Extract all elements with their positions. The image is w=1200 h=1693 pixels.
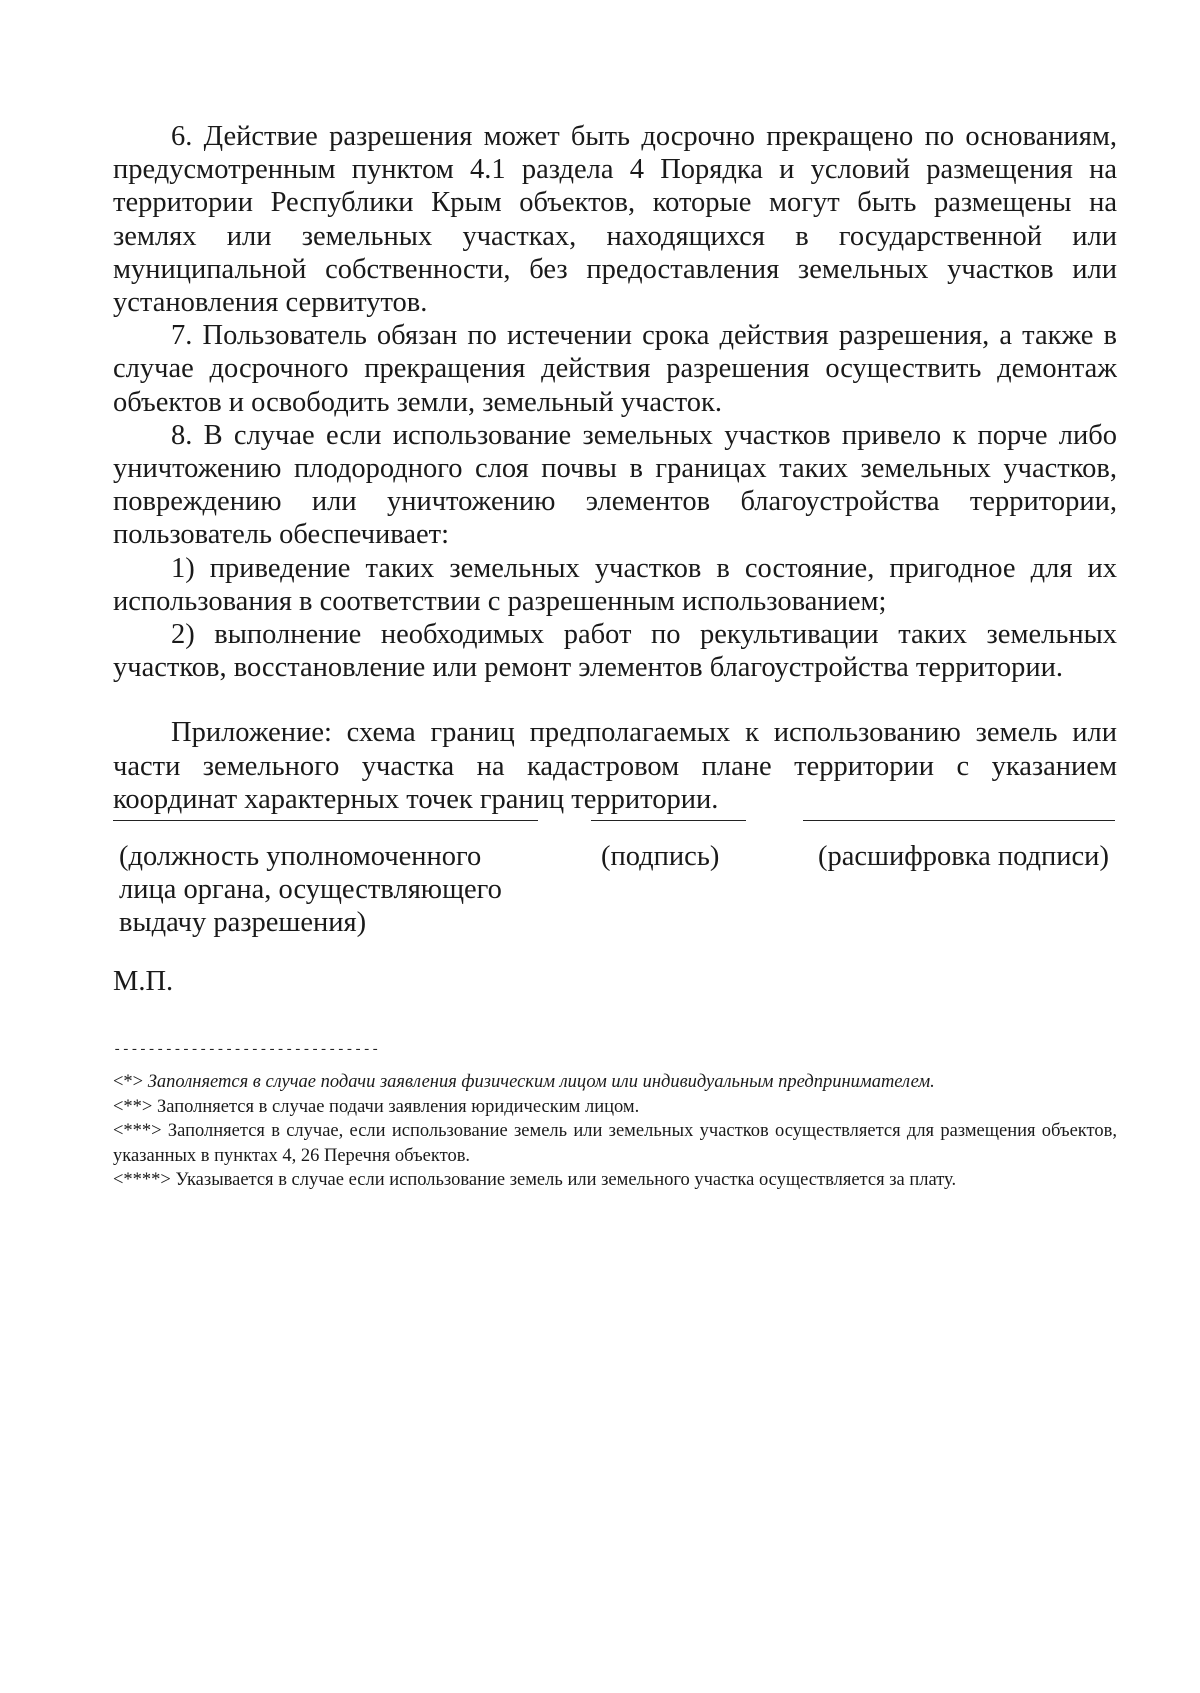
stamp-place-label: М.П. [113,966,174,997]
paragraph-7: 7. Пользователь обязан по истечении срока действия разрешения, а также в случае досрочного прекращения действия разрешения осуществить демонтаж объектов и освободить земли, земельный участок. [113,320,1117,418]
footnote-separator: ------------------------------- [113,1042,380,1058]
footnotes [113,1070,1117,1193]
paragraph-8-item-2: 2) выполнение необходимых работ по рекультивации таких земельных участков, восстановление или ремонт элементов благоустройства территории. [113,619,1117,684]
appendix-paragraph: Приложение: схема границ предполагаемых к использованию земель или части земельного участка на кадастровом плане территории с указанием координат характерных точек границ территории. [113,717,1117,815]
paragraph-8-item-1: 1) приведение таких земельных участков в состояние, пригодное для их использования в соответствии с разрешенным использованием; [113,552,1117,617]
position-signature-line [113,820,538,821]
footnote-1 [113,1070,1117,1095]
position-label: (должность уполномоченного лица органа, осуществляющего выдачу разрешения) [119,841,502,939]
decoding-signature-line [803,820,1115,821]
paragraph-8: 8. В случае если использование земельных участков привело к порче либо уничтожению плодородного слоя почвы в границах таких земельных участков, повреждению или уничтожению элементов благоустройства территории, пользователь обеспечивает: [113,419,1117,551]
signature-block [113,820,1117,940]
footnote-1-marker: <*> [113,1072,144,1092]
decoding-label: (расшифровка подписи) [818,841,1109,872]
footnote-3: <***> Заполняется в случае, если использование земель или земельных участков осуществляется для размещения объектов, указанных в пунктах 4, 26 Перечня объектов. [113,1121,1117,1166]
signature-label: (подпись) [601,841,720,872]
footnote-1-text: Заполняется в случае подачи заявления физическим лицом или индивидуальным предпринимателем. [147,1072,935,1092]
footnote-2: <**> Заполняется в случае подачи заявления юридическим лицом. [113,1096,640,1117]
document-body [113,120,1117,816]
paragraph-6: 6. Действие разрешения может быть досрочно прекращено по основаниям, предусмотренным пунктом 4.1 раздела 4 Порядка и условий размещения на территории Республики Крым объектов, которые могут быть размещены на землях или земельных участках, находящихся в государственной или муниципальной собственности, без предоставления земельных участков или установления сервитутов. [113,121,1117,319]
signature-line [591,820,746,821]
footnote-4: <****> Указывается в случае если использование земель или земельного участка осуществляется за плату. [113,1170,957,1191]
